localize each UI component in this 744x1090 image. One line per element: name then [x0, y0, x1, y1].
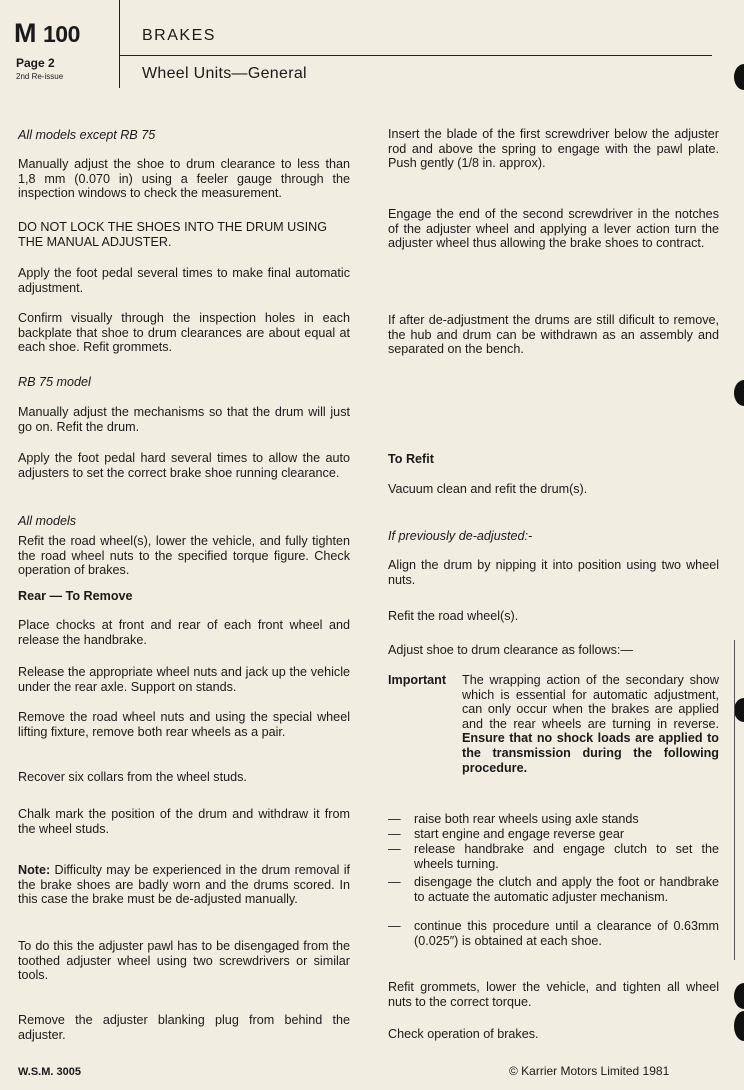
paragraph-refit-road-wheel: Refit the road wheel(s).	[388, 609, 519, 623]
punch-hole	[734, 380, 744, 406]
punch-hole	[734, 64, 744, 90]
important-text	[462, 673, 719, 775]
step-text: release handbrake and engage clutch to set the wheels turning.	[414, 842, 719, 871]
paragraph-chocks: Place chocks at front and rear of each front wheel and release the handbrake.	[18, 618, 350, 647]
paragraph-manual-adjust: Manually adjust the shoe to drum clearance to less than 1,8 mm (0.070 in) using a feeler gauge through the inspection windows to check the measurement.	[18, 157, 350, 201]
paragraph-rb75-pedal: Apply the foot pedal hard several times to allow the auto adjusters to set the correct brake shoe running clearance.	[18, 451, 350, 480]
punch-hole	[734, 1011, 744, 1041]
revision-bar	[734, 640, 735, 960]
important-label: Important	[388, 673, 447, 687]
manual-code-number: 100	[43, 21, 80, 47]
heading-to-refit: To Refit	[388, 452, 434, 466]
paragraph-confirm-visually: Confirm visually through the inspection holes in each backplate that shoe to drum clearances are about equal at each shoe. Refit grommets.	[18, 311, 350, 355]
paragraph-remove-wheels: Remove the road wheel nuts and using the special wheel lifting fixture, remove both rear wheels as a pair.	[18, 710, 350, 739]
procedure-step	[388, 875, 719, 919]
step-text: raise both rear wheels using axle stands	[414, 812, 639, 826]
procedure-step	[388, 812, 719, 827]
page-number: Page 2	[16, 56, 55, 70]
paragraph-recover-collars: Recover six collars from the wheel studs.	[18, 770, 247, 784]
procedure-step	[388, 827, 719, 842]
reissue-label: 2nd Re-issue	[16, 72, 64, 81]
heading-rb75: RB 75 model	[18, 375, 91, 389]
heading-all-except-rb75: All models except RB 75	[18, 128, 156, 142]
step-dash: —	[388, 875, 401, 889]
right-column	[388, 0, 719, 1090]
left-column	[18, 0, 350, 1090]
paragraph-refit-wheels: Refit the road wheel(s), lower the vehicle, and fully tighten the road wheel nuts to the specified torque figure. Check operation of brakes.	[18, 534, 350, 578]
paragraph-check-brakes: Check operation of brakes.	[388, 1027, 539, 1041]
procedure-step	[388, 842, 719, 872]
paragraph-first-screwdriver: Insert the blade of the first screwdriver below the adjuster rod and above the spring to engage with the pawl plate. Push gently (1/8 in. approx).	[388, 127, 719, 171]
paragraph-adjuster-pawl: To do this the adjuster pawl has to be disengaged from the toothed adjuster wheel using two screwdrivers or similar tools.	[18, 939, 350, 983]
paragraph-still-difficult: If after de-adjustment the drums are still dificult to remove, the hub and drum can be withdrawn as an assembly and separated on the bench.	[388, 313, 719, 357]
manual-code-letter: M	[14, 18, 36, 48]
step-text: start engine and engage reverse gear	[414, 827, 625, 841]
step-dash: —	[388, 812, 401, 826]
important-block	[388, 673, 719, 797]
paragraph-refit-grommets: Refit grommets, lower the vehicle, and tighten all wheel nuts to the correct torque.	[388, 980, 719, 1009]
punch-hole	[734, 698, 744, 722]
step-dash: —	[388, 827, 401, 841]
paragraph-jack-up: Release the appropriate wheel nuts and jack up the vehicle under the rear axle. Support on stands.	[18, 665, 350, 694]
step-dash: —	[388, 919, 401, 933]
step-dash: —	[388, 842, 401, 856]
heading-all-models: All models	[18, 514, 77, 528]
paragraph-blanking-plug: Remove the adjuster blanking plug from behind the adjuster.	[18, 1013, 350, 1042]
section-title: BRAKES	[142, 27, 216, 44]
punch-hole	[734, 983, 744, 1009]
step-text: continue this procedure until a clearance of 0.63mm (0.025″) is obtained at each shoe.	[414, 919, 719, 948]
footer-document-code: W.S.M. 3005	[18, 1066, 81, 1078]
procedure-step	[388, 919, 719, 963]
important-body: The wrapping action of the secondary show which is essential for automatic adjustment, can only occur when the brakes are applied and the rear wheels are turning in reverse.	[462, 673, 719, 731]
paragraph-foot-pedal: Apply the foot pedal several times to make final automatic adjustment.	[18, 266, 350, 295]
step-text: disengage the clutch and apply the foot or handbrake to actuate the automatic adjuster mechanism.	[414, 875, 719, 904]
note-text: Difficulty may be experienced in the drum removal if the brake shoes are badly worn and the drums scored. In this case the brake must be de-adjusted manually.	[18, 863, 350, 907]
heading-rear-remove: Rear — To Remove	[18, 589, 133, 603]
subsection-title: Wheel Units—General	[142, 65, 307, 82]
note-label: Note:	[18, 863, 51, 877]
paragraph-warning-caps: DO NOT LOCK THE SHOES INTO THE DRUM USING THE MANUAL ADJUSTER.	[18, 220, 328, 249]
paragraph-rb75-adjust: Manually adjust the mechanisms so that the drum will just go on. Refit the drum.	[18, 405, 350, 434]
paragraph-vacuum-clean: Vacuum clean and refit the drum(s).	[388, 482, 588, 496]
paragraph-note	[18, 863, 350, 907]
paragraph-adjust-clearance: Adjust shoe to drum clearance as follows:—	[388, 643, 633, 657]
heading-previously-deadjusted: If previously de-adjusted:-	[388, 529, 533, 543]
important-bold-text: Ensure that no shock loads are applied to the transmission during the following procedure.	[462, 731, 719, 775]
paragraph-second-screwdriver: Engage the end of the second screwdriver in the notches of the adjuster wheel and applying a lever action turn the adjuster wheel thus allowing the brake shoes to contract.	[388, 207, 719, 251]
paragraph-align-drum: Align the drum by nipping it into position using two wheel nuts.	[388, 558, 719, 587]
paragraph-chalk-mark: Chalk mark the position of the drum and withdraw it from the wheel studs.	[18, 807, 350, 836]
footer-copyright: © Karrier Motors Limited 1981	[509, 1064, 670, 1078]
